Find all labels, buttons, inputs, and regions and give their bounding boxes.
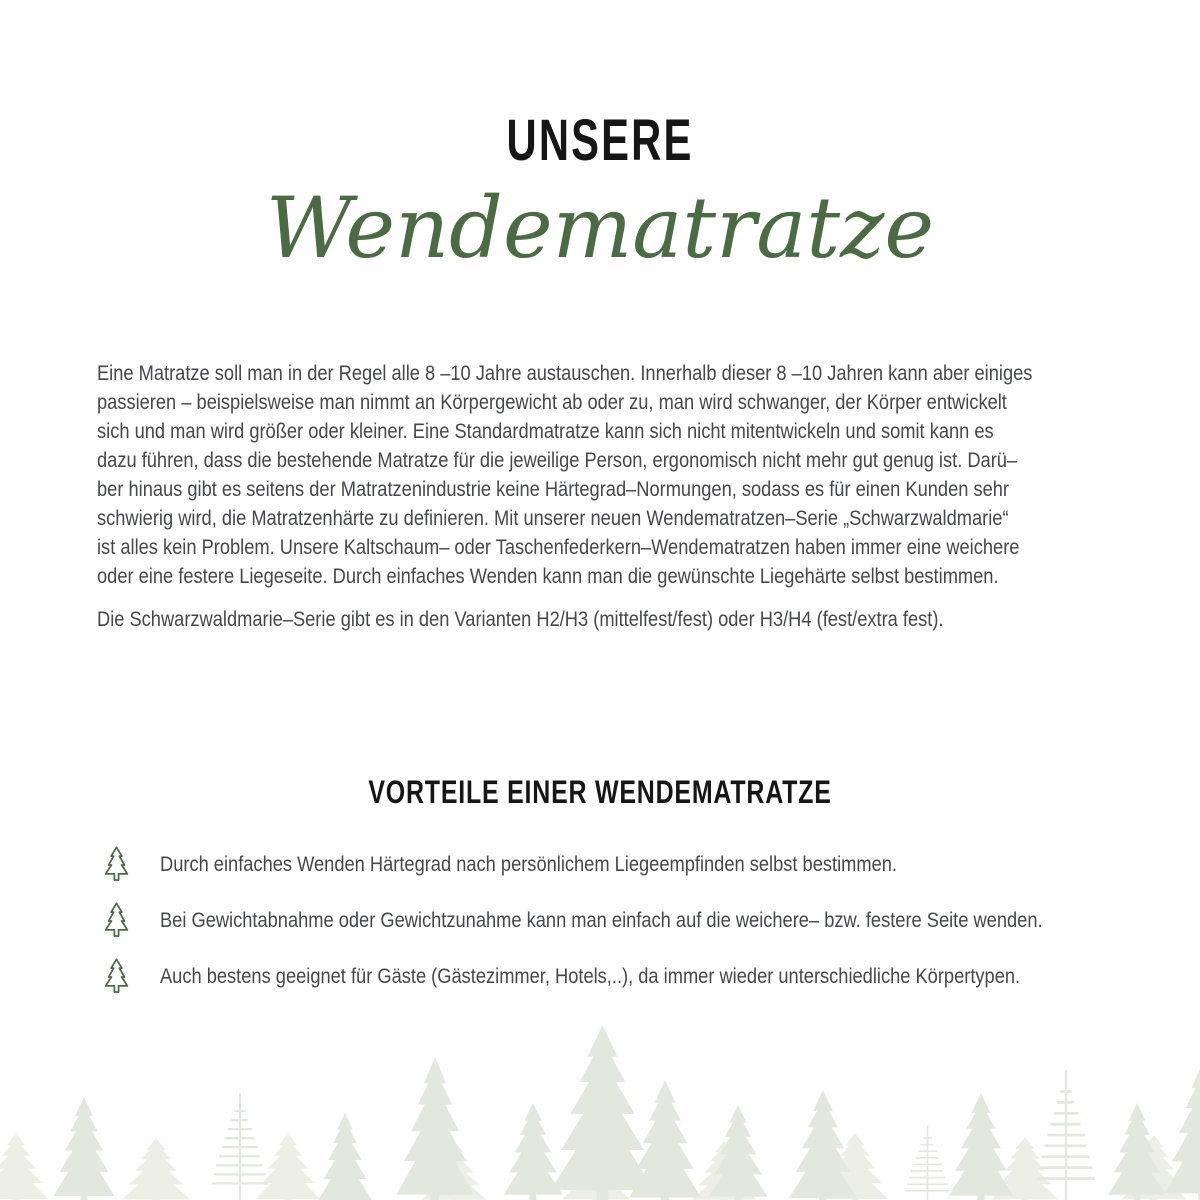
intro-paragraph-line: schwierig wird, die Matratzenhärte zu definieren. Mit unserer neuen Wendematratzen–Serie „Schwarzwaldmarie“ (97, 507, 1009, 531)
list-item (103, 844, 1200, 886)
hero-eyebrow: UNSERE (506, 108, 694, 173)
fir-tree-icon (103, 845, 130, 885)
fir-tree-icon (103, 901, 130, 941)
benefits-heading: VORTEILE EINER WENDEMATRATZE (368, 774, 832, 811)
benefits-section (0, 776, 1200, 998)
intro-section (97, 359, 1200, 634)
hero-header (0, 0, 1200, 283)
variants-line: Die Schwarzwaldmarie–Serie gibt es in den Varianten H2/H3 (mittelfest/fest) oder H3/H4 (fest/extra fest). (97, 608, 944, 632)
intro-paragraph-line: ist alles kein Problem. Unsere Kaltschaum– oder Taschenfederkern–Wendematratzen haben immer eine weichere (97, 536, 1020, 560)
intro-paragraph-line: Eine Matratze soll man in der Regel alle 8 –10 Jahre austauschen. Innerhalb dieser 8 –10 Jahren kann aber einiges (97, 362, 1033, 386)
benefits-list (103, 844, 1200, 998)
list-item (103, 900, 1200, 942)
benefit-text: Auch bestens geeignet für Gäste (Gästezimmer, Hotels,..), da immer wieder unterschiedliche Körpertypen. (160, 965, 1021, 989)
intro-paragraph-line: dazu führen, dass die bestehende Matratze für die jeweilige Person, ergonomisch nicht mehr gut genug ist. Darü– (97, 449, 1018, 473)
fir-tree-icon (103, 957, 130, 997)
list-item (103, 956, 1200, 998)
intro-paragraph-line: oder eine festere Liegeseite. Durch einfaches Wenden kann man die gewünschte Liegehärte selbst bestimmen. (97, 565, 999, 589)
fir-forest-silhouette (0, 985, 1200, 1200)
hero-script-title: Wendematratze (265, 179, 935, 277)
intro-paragraph-line: passieren – beispielsweise man nimmt an Körpergewicht ab oder zu, man wird schwanger, der Körper entwickelt (97, 391, 1007, 415)
benefit-text: Bei Gewichtabnahme oder Gewichtzunahme kann man einfach auf die weichere– bzw. festere Seite wenden. (160, 909, 1043, 933)
intro-paragraph-line: sich und man wird größer oder kleiner. Eine Standardmatratze kann sich nicht mitentwickeln und somit kann es (97, 420, 994, 444)
intro-paragraph-line: ber hinaus gibt es seitens der Matratzenindustrie keine Härtegrad–Normungen, sodass es für einen Kunden sehr (97, 478, 1010, 502)
benefit-text: Durch einfaches Wenden Härtegrad nach persönlichem Liegeempfinden selbst bestimmen. (160, 853, 897, 877)
